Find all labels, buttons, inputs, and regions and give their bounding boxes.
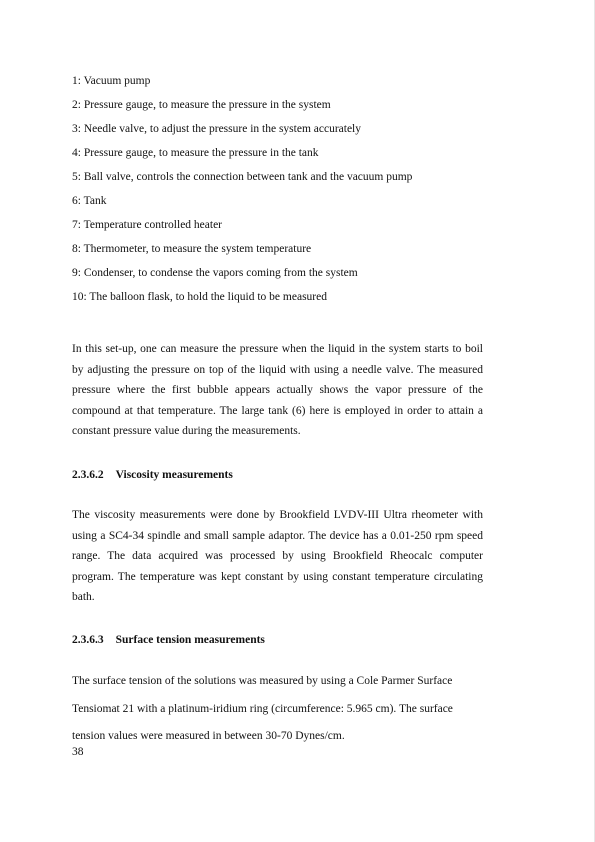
section-number: 2.3.6.2 [72, 469, 104, 481]
text-line: Tensiomat 21 with a platinum-iridium ring (circumference: 5.965 cm). The surface [72, 702, 453, 715]
legend-item: 4: Pressure gauge, to measure the pressure in the tank [72, 147, 319, 159]
section-heading-viscosity [72, 469, 233, 481]
apparatus-legend [72, 69, 412, 309]
section-number: 2.3.6.3 [72, 634, 104, 646]
page-number: 38 [72, 746, 84, 758]
section-heading-surface-tension [72, 634, 265, 646]
legend-item: 2: Pressure gauge, to measure the pressure in the system [72, 99, 331, 111]
legend-item: 1: Vacuum pump [72, 75, 151, 87]
legend-item: 3: Needle valve, to adjust the pressure in the system accurately [72, 123, 361, 135]
surface-tension-paragraph [72, 668, 483, 751]
legend-item: 5: Ball valve, controls the connection between tank and the vacuum pump [72, 171, 413, 183]
legend-item: 9: Condenser, to condense the vapors coming from the system [72, 267, 358, 279]
legend-item: 6: Tank [72, 195, 107, 207]
text-line: tension values were measured in between 30-70 Dynes/cm. [72, 730, 345, 742]
text-line: The surface tension of the solutions was measured by using a Cole Parmer Surface [72, 675, 453, 687]
legend-item: 7: Temperature controlled heater [72, 219, 223, 231]
section-title: Surface tension measurements [115, 634, 265, 646]
viscosity-paragraph: The viscosity measurements were done by Brookfield LVDV-III Ultra rheometer with using a SC4-34 spindle and small sample adaptor. The device has a 0.01-250 rpm speed range. The data acquired was processed by using Brookfield Rheocalc computer program. The temperature was kept constant by using constant temperature circulating bath. [72, 509, 483, 603]
setup-paragraph: In this set-up, one can measure the pressure when the liquid in the system starts to boil by adjusting the pressure on top of the liquid with using a needle valve. The measured pressure where the first bubble appears actually shows the vapor pressure of the compound at that temperature. The large tank (6) here is employed in order to attain a constant pressure value during the measurements. [72, 343, 483, 437]
section-title: Viscosity measurements [115, 469, 233, 481]
legend-item: 10: The balloon flask, to hold the liquid to be measured [72, 291, 327, 303]
legend-item: 8: Thermometer, to measure the system temperature [72, 243, 312, 255]
